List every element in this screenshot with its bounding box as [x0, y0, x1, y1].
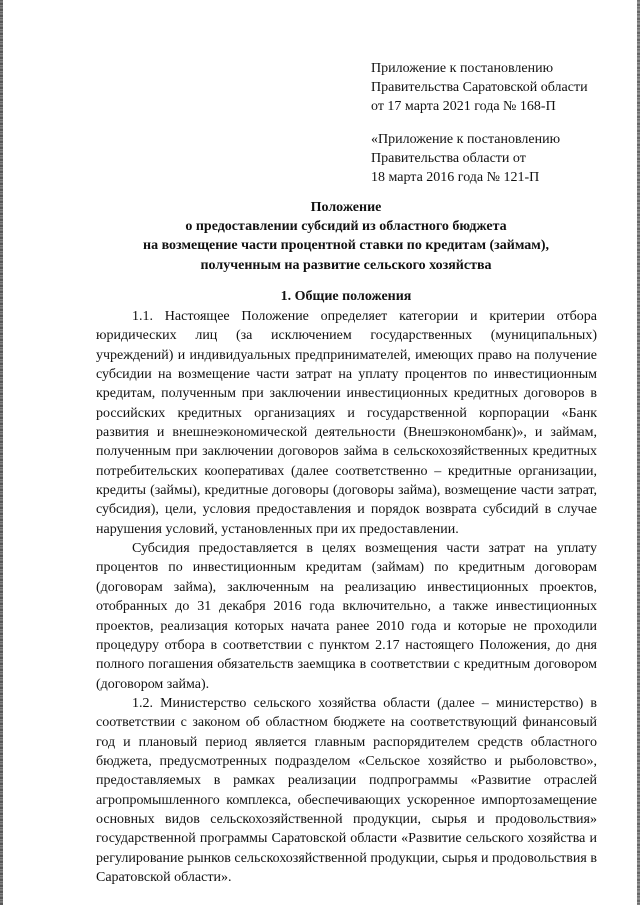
- annex-original-resolution: [371, 130, 621, 188]
- paragraph-1-2: 1.2. Министерство сельского хозяйства области (далее – министерство) в соответствии с законом об областном бюджете на соответствующий финансовый год и плановый период является главным распорядителем средств областного бюджета, предусмотренных подразделом «Сельское хозяйство и рыболовство», предоставляемых в рамках реализации подпрограммы «Развитие отраслей агропромышленного комплекса, обеспечивающих ускоренное импортозамещение основных видов сельскохозяйственной продукции, сырья и продовольствия» государственной программы Саратовской области «Развитие сельского хозяйства и регулирование рынков сельскохозяйственной продукции, сырья и продовольствия в Саратовской области».: [96, 695, 597, 885]
- section-heading: 1. Общие положения: [280, 289, 412, 304]
- title-line: о предоставлении субсидий из областного бюджета: [185, 219, 507, 235]
- annex-current-resolution: [371, 59, 621, 117]
- scan-edge-left: [0, 0, 3, 905]
- paragraph-subsidy-purpose: Субсидия предоставляется в целях возмещения части затрат на уплату процентов по инвестиционным кредитам (займам) по кредитным договорам (договорам займа), заключенным на реализацию инвестиционных проектов, отобранных до 31 декабря 2016 года включительно, а также инвестиционных проектов, реализация которых начата ранее 2010 года и которые не проходили процедуру отбора в соответствии с пунктом 2.17 настоящего Положения, до дня полного погашения обязательств заемщика в соответствии с кредитным договором (договором займа).: [96, 541, 597, 692]
- annex-current-line: Правительства Саратовской области: [371, 80, 588, 96]
- annex-original-line: 18 марта 2016 года № 121-П: [371, 170, 540, 186]
- annex-original-line: «Приложение к постановлению: [371, 132, 561, 147]
- annex-current-line: Приложение к постановлению: [371, 61, 554, 76]
- document-title: [96, 198, 596, 275]
- title-line: Положение: [310, 200, 382, 215]
- paragraph-1-1: 1.1. Настоящее Положение определяет категории и критерии отбора юридических лиц (за исключением государственных (муниципальных) учреждений) и индивидуальных предпринимателей, имеющих право на получение субсидии на возмещение части затрат на уплату процентов по инвестиционным кредитам, полученным при заключении инвестиционных кредитных договоров в российских кредитных организациях и государственной корпорации «Банк развития и внешнеэкономической деятельности (Внешэкономбанк)», и займам, полученным при заключении договоров займа в сельскохозяйственных кредитных потребительских кооперативах (далее соответственно – кредитные организации, кредиты (займы), кредитные договоры (договоры займа), возмещение части затрат, субсидия), цели, условия предоставления и порядок возврата субсидий в случае нарушения условий, установленных при их предоставлении.: [96, 309, 597, 537]
- annex-original-line: Правительства области от: [371, 151, 526, 167]
- annex-current-line: от 17 марта 2021 года № 168-П: [371, 99, 556, 115]
- section-body: [96, 307, 597, 887]
- title-line: полученным на развитие сельского хозяйства: [200, 257, 492, 273]
- title-line: на возмещение части процентной ставки по кредитам (займам),: [143, 238, 549, 254]
